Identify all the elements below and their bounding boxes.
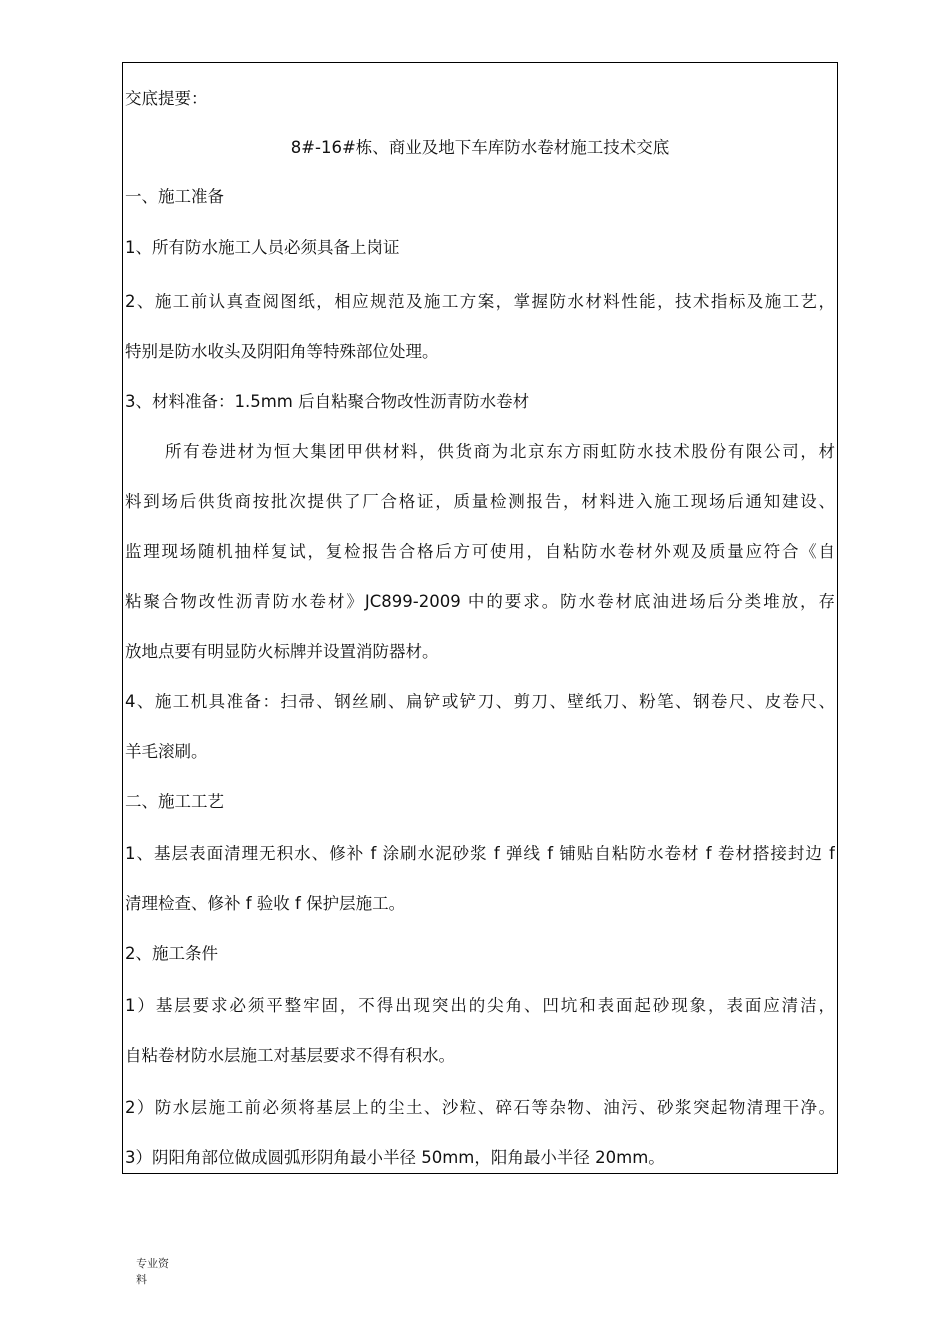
section-2-item-1-line-2: 清理检查、修补 f 验收 f 保护层施工。 — [125, 894, 406, 913]
footer-line-1: 专业资 — [136, 1257, 169, 1270]
document-frame — [122, 62, 838, 1174]
section-2-sub-2: 2）防水层施工前必须将基层上的尘土、沙粒、碎石等杂物、油污、砂浆突起物清理干净。 — [125, 1098, 835, 1117]
section-1-item-4-line-2: 羊毛滚刷。 — [125, 742, 208, 761]
section-1-paragraph-line-2: 料到场后供货商按批次提供了厂合格证，质量检测报告，材料进入施工现场后通知建设、 — [125, 492, 835, 511]
section-1-title: 一、施工准备 — [125, 187, 224, 206]
document-title: 8#-16#栋、商业及地下车库防水卷材施工技术交底 — [290, 138, 670, 157]
section-1-paragraph-line-3: 监理现场随机抽样复试，复检报告合格后方可使用，自粘防水卷材外观及质量应符合《自 — [125, 542, 835, 561]
section-1-item-2-line-2: 特别是防水收头及阴阳角等特殊部位处理。 — [125, 342, 439, 361]
section-1-paragraph-line-1: 所有卷进材为恒大集团甲供材料，供货商为北京东方雨虹防水技术股份有限公司，材 — [165, 442, 835, 461]
section-1-paragraph-line-5: 放地点要有明显防火标牌并设置消防器材。 — [125, 642, 439, 661]
section-2-item-2: 2、施工条件 — [125, 944, 218, 963]
heading-label: 交底提要： — [125, 89, 208, 108]
section-1-item-1: 1、所有防水施工人员必须具备上岗证 — [125, 238, 400, 257]
section-1-item-4-line-1: 4、施工机具准备：扫帚、钢丝刷、扁铲或铲刀、剪刀、壁纸刀、粉笔、钢卷尺、皮卷尺、 — [125, 692, 835, 711]
section-1-item-3: 3、材料准备：1.5mm 后自粘聚合物改性沥青防水卷材 — [125, 392, 530, 411]
footer-line-2: 料 — [136, 1273, 147, 1286]
section-2-sub-1-line-2: 自粘卷材防水层施工对基层要求不得有积水。 — [125, 1046, 455, 1065]
section-2-item-1-line-1: 1、基层表面清理无积水、修补 f 涂刷水泥砂浆 f 弹线 f 铺贴自粘防水卷材 f 卷材搭接封边 f — [125, 844, 835, 863]
section-2-sub-3: 3）阴阳角部位做成圆弧形阴角最小半径 50mm，阳角最小半径 20mm。 — [125, 1148, 665, 1167]
section-1-item-2-line-1: 2、施工前认真查阅图纸，相应规范及施工方案，掌握防水材料性能，技术指标及施工艺， — [125, 292, 835, 311]
section-1-paragraph-line-4: 粘聚合物改性沥青防水卷材》JC899-2009 中的要求。防水卷材底油进场后分类堆放，存 — [125, 592, 835, 611]
section-2-sub-1-line-1: 1）基层要求必须平整牢固，不得出现突出的尖角、凹坑和表面起砂现象，表面应清洁， — [125, 996, 835, 1015]
section-2-title: 二、施工工艺 — [125, 792, 224, 811]
footer-label — [136, 1256, 186, 1288]
